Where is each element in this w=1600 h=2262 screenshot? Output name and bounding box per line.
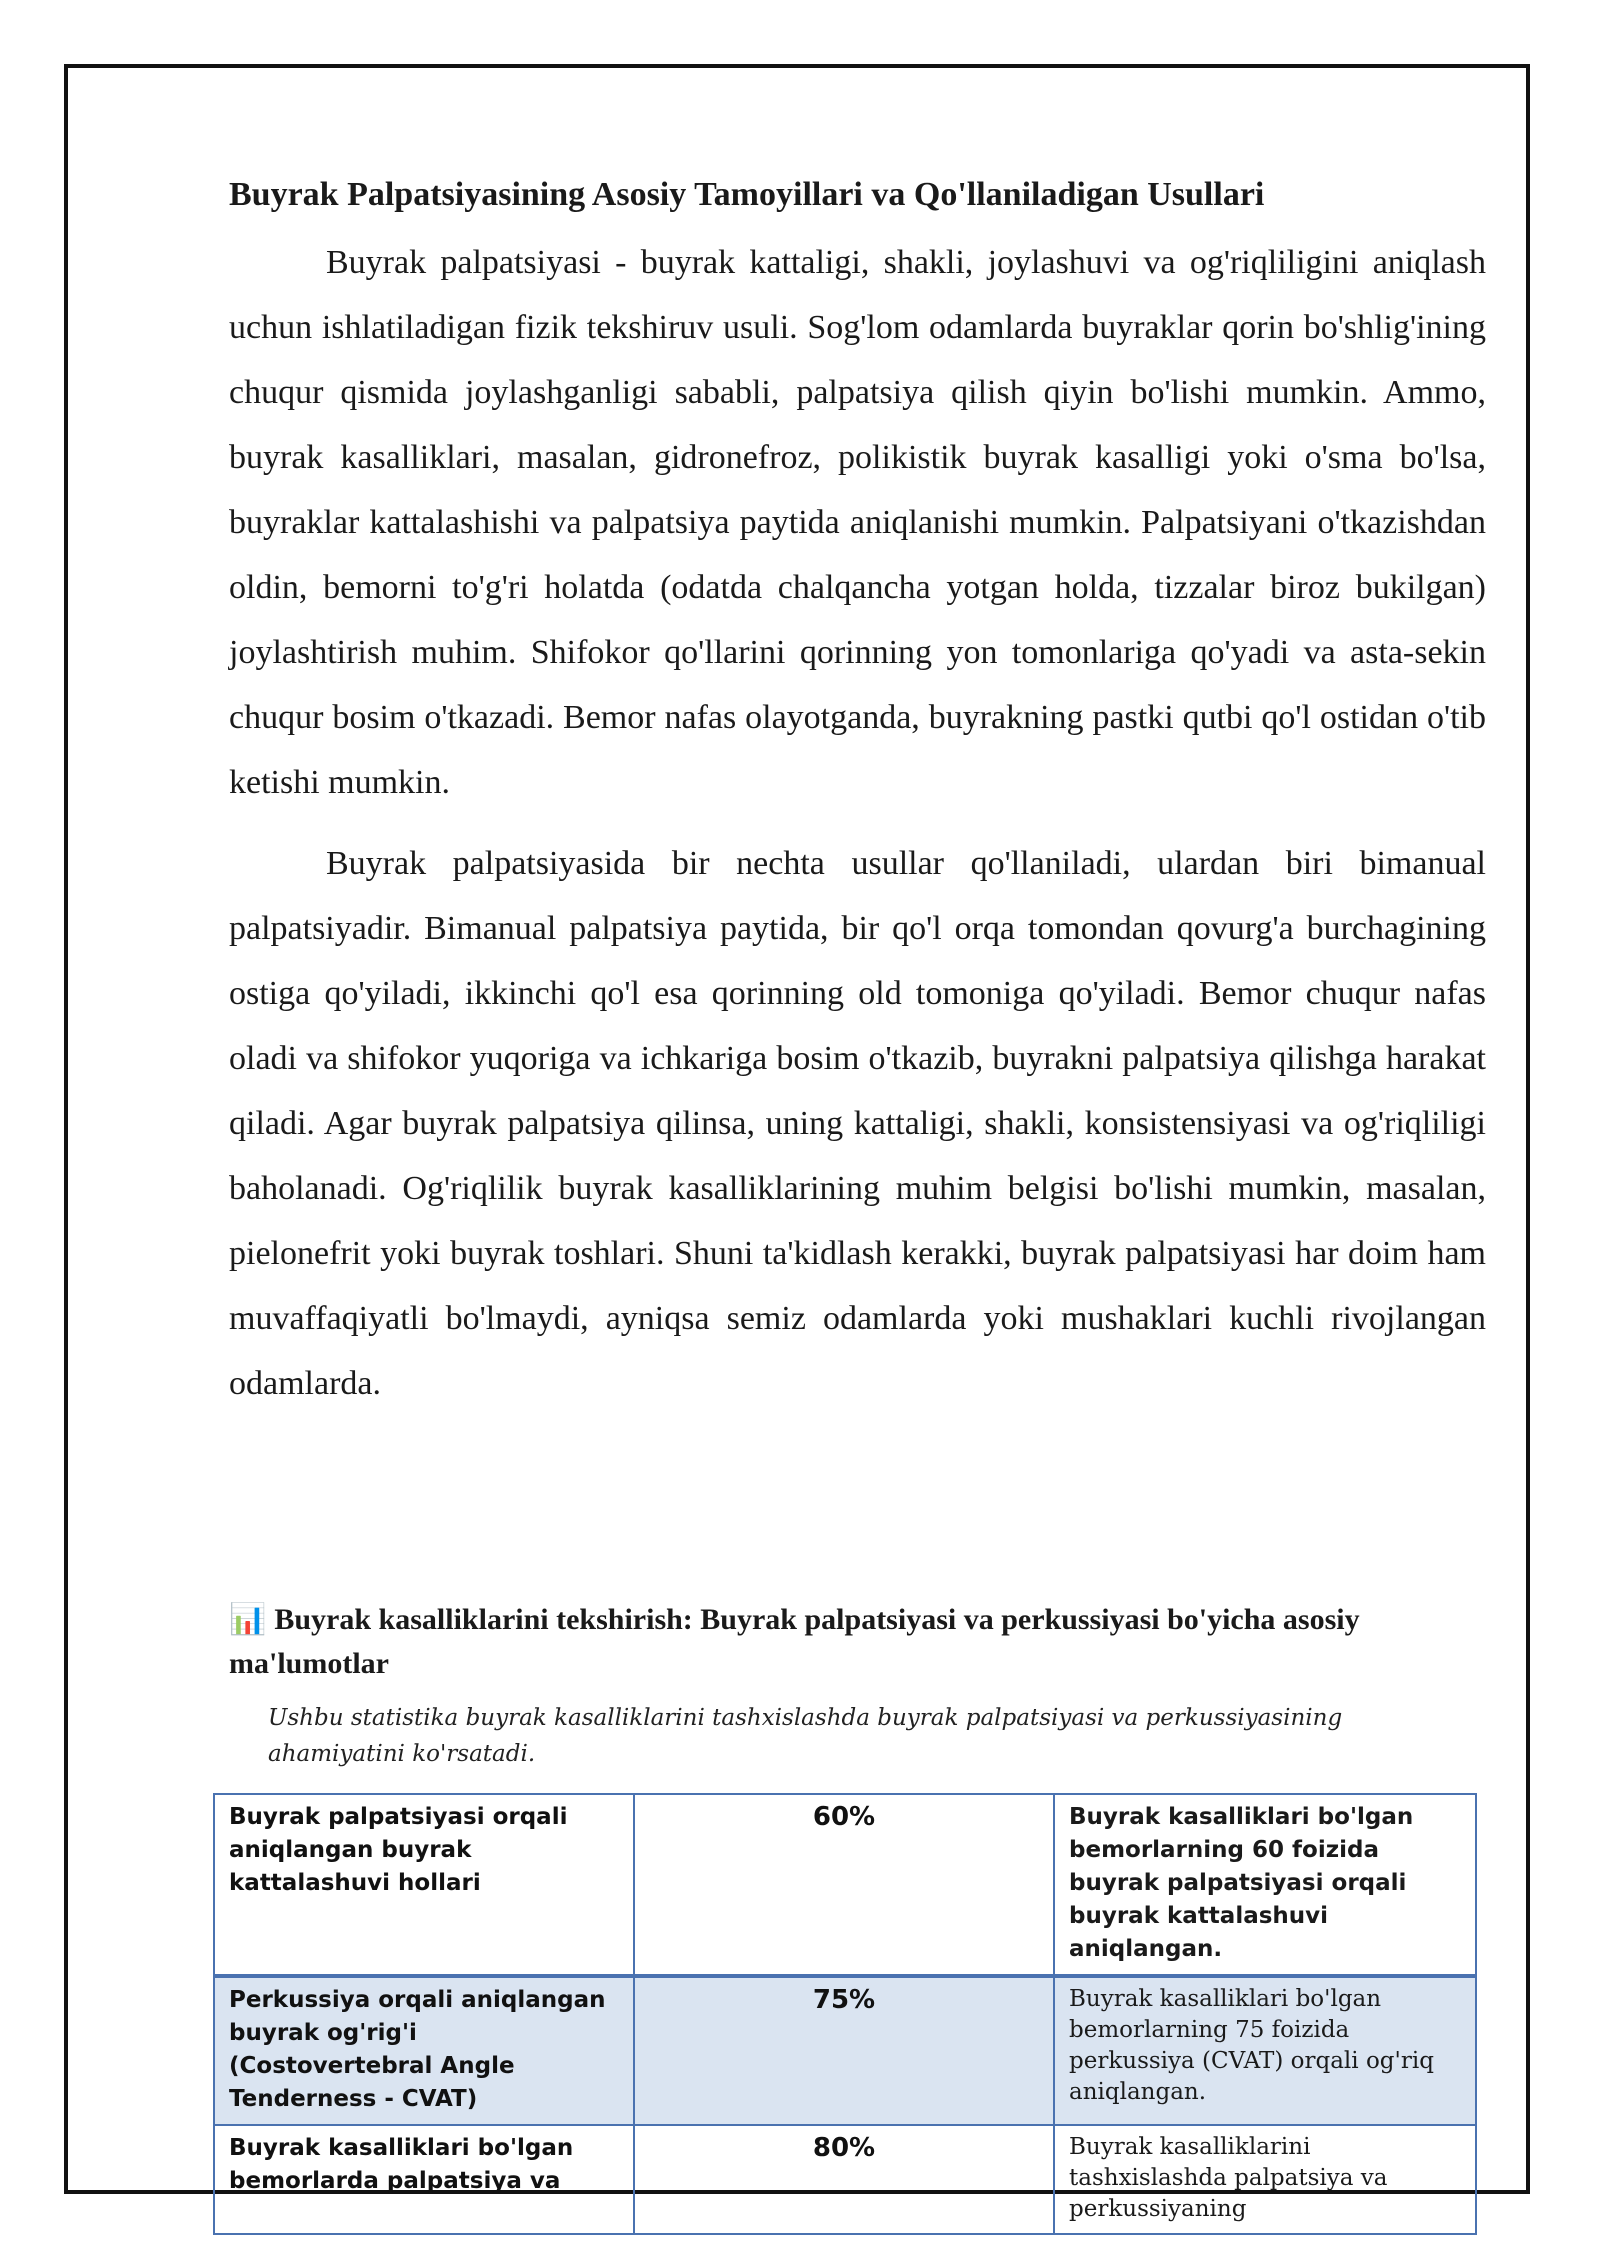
stat-description: Buyrak kasalliklari bo'lgan bemorlarning 60 foizida buyrak palpatsiyasi orqali buyrak kattalashuvi aniqlangan. <box>1054 1794 1476 1976</box>
document-title: Buyrak Palpatsiyasining Asosiy Tamoyillari va Qo'llaniladigan Usullari <box>229 176 1265 213</box>
document-body <box>229 170 1486 1432</box>
stat-label: Buyrak palpatsiyasi orqali aniqlangan buyrak kattalashuvi hollari <box>214 1794 634 1976</box>
paragraph-2: Buyrak palpatsiyasida bir nechta usullar qo'llaniladi, ulardan biri bimanual palpatsiyadir. Bimanual palpatsiya paytida, bir qo'l orqa tomondan qovurg'a burchagining ostiga qo'yiladi, ikkinchi qo'l esa qorinning old tomoniga qo'yiladi. Bemor chuqur nafas oladi va shifokor yuqoriga va ichkariga bosim o'tkazib, buyrakni palpatsiya qilishga harakat qiladi. Agar buyrak palpatsiya qilinsa, uning kattaligi, shakli, konsistensiyasi va og'riqliligi baholanadi. Og'riqlilik buyrak kasalliklarining muhim belgisi bo'lishi mumkin, masalan, pielonefrit yoki buyrak toshlari. Shuni ta'kidlash kerakki, buyrak palpatsiyasi har doim ham muvaffaqiyatli bo'lmaydi, ayniqsa semiz odamlarda yoki mushaklari kuchli rivojlangan odamlarda. <box>229 845 1486 1402</box>
stat-description: Buyrak kasalliklari bo'lgan bemorlarning 75 foizida perkussiya (CVAT) orqali og'riq aniqlangan. <box>1054 1976 1476 2125</box>
table-row <box>214 2125 1476 2234</box>
stat-value: 80% <box>634 2125 1054 2234</box>
stat-description: Buyrak kasalliklarini tashxislashda palpatsiya va perkussiyaning <box>1054 2125 1476 2234</box>
stats-caption: Ushbu statistika buyrak kasalliklarini tashxislashda buyrak palpatsiyasi va perkussiyasining ahamiyatini ko'rsatadi. <box>268 1705 1343 1767</box>
stat-value: 60% <box>634 1794 1054 1976</box>
paragraph-1: Buyrak palpatsiyasi - buyrak kattaligi, shakli, joylashuvi va og'riqliligini aniqlash uchun ishlatiladigan fizik tekshiruv usuli. Sog'lom odamlarda buyraklar qorin bo'shlig'ining chuqur qismida joylashganligi sababli, palpatsiya qilish qiyin bo'lishi mumkin. Ammo, buyrak kasalliklari, masalan, gidronefroz, polikistik buyrak kasalligi yoki o'sma bo'lsa, buyraklar kattalashishi va palpatsiya paytida aniqlanishi mumkin. Palpatsiyani o'tkazishdan oldin, bemorni to'g'ri holatda (odatda chalqancha yotgan holda, tizzalar biroz bukilgan) joylashtirish muhim. Shifokor qo'llarini qorinning yon tomonlariga qo'yadi va asta-sekin chuqur bosim o'tkazadi. Bemor nafas olayotganda, buyrakning pastki qutbi qo'l ostidan o'tib ketishi mumkin. <box>229 244 1486 801</box>
stat-value: 75% <box>634 1976 1054 2125</box>
stat-label: Buyrak kasalliklari bo'lgan bemorlarda palpatsiya va <box>214 2125 634 2234</box>
table-row <box>214 1976 1476 2125</box>
stats-heading <box>229 1598 1479 1686</box>
stats-heading-text: Buyrak kasalliklarini tekshirish: Buyrak palpatsiyasi va perkussiyasi bo'yicha asosiy ma'lumotlar <box>229 1603 1360 1680</box>
stat-label: Perkussiya orqali aniqlangan buyrak og'rig'i (Costovertebral Angle Tenderness - CVAT) <box>214 1976 634 2125</box>
bar-chart-icon: 📊 <box>229 1603 267 1636</box>
table-row <box>214 1794 1476 1976</box>
stats-table <box>213 1793 1477 2235</box>
